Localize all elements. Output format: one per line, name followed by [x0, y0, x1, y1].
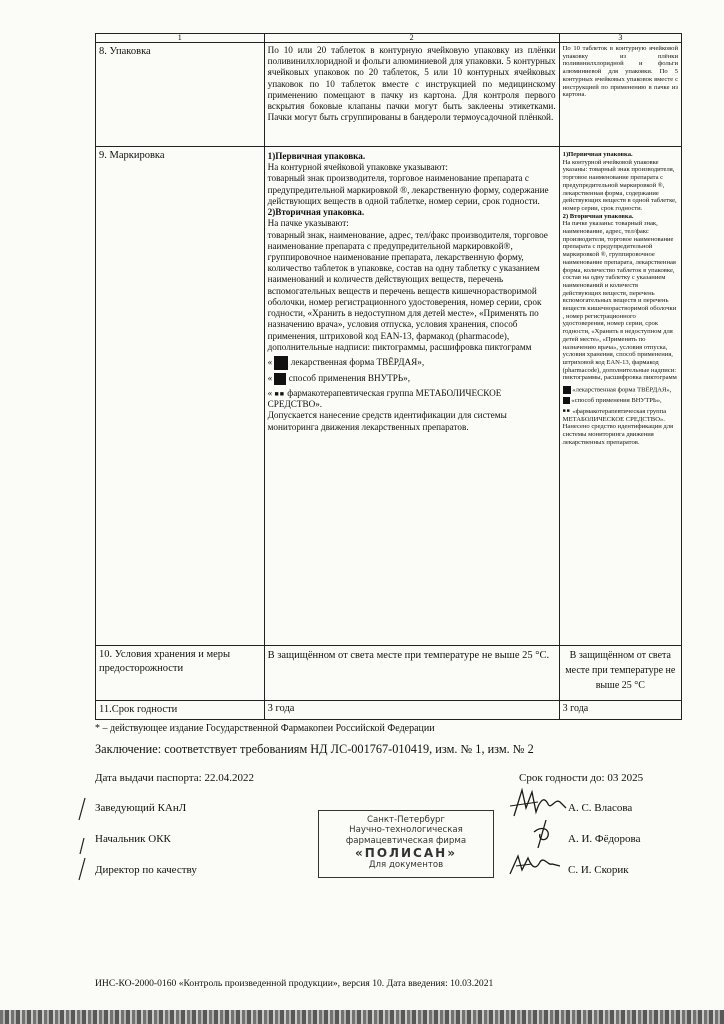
signatory-name-3: С. И. Скорик — [568, 864, 629, 876]
shelf-life-spec: 3 года — [264, 701, 559, 720]
storage-label: 10. Условия хранения и меры предосторожности — [96, 646, 265, 701]
table-row-shelf-life — [96, 701, 682, 720]
metabolic-group-pictogram-icon: ■■ — [274, 389, 285, 398]
specification-table — [95, 33, 682, 720]
spec-primary-title: 1)Первичная упаковка. — [267, 151, 366, 161]
stamp-purpose: Для документов — [368, 860, 444, 871]
oral-route-pictogram-icon — [274, 373, 286, 385]
issue-date: Дата выдачи паспорта: 22.04.2022 — [95, 772, 254, 784]
table-header-row — [96, 34, 682, 43]
spec-pictogram-1-text: лекарственная форма ТВЁРДАЯ», — [290, 357, 425, 368]
table-row-packaging — [96, 43, 682, 147]
spec-pictogram-3-quote: « — [267, 387, 273, 398]
scan-edge-strip — [0, 1010, 724, 1024]
result-marking-note: Нанесено средство идентификации для системы мониторинга движения лекарственных препаратов. — [562, 423, 674, 446]
spec-primary-intro: На контурной ячейковой упаковке указывают: — [267, 162, 448, 173]
result-pictogram-1-text: «лекарственная форма ТВЁРДАЯ», — [572, 386, 672, 394]
spec-secondary-intro: На пачке указывают: — [267, 218, 349, 229]
table-row-marking — [96, 147, 682, 646]
marking-spec — [264, 147, 559, 646]
spec-pictogram-1-quote: « — [267, 357, 273, 368]
signatory-title-3: Директор по качеству — [95, 864, 197, 876]
marking-result — [559, 147, 681, 646]
spec-marking-note: Допускается нанесение средств идентификации для системы мониторинга движения лекарственных препаратов. — [267, 410, 507, 432]
signatory-title-1: Заведующий КАнЛ — [95, 802, 187, 814]
spec-secondary-title: 2)Вторичная упаковка. — [267, 207, 365, 218]
shelf-life-label: 11.Срок годности — [96, 701, 265, 720]
result-solid-form-pictogram-icon — [563, 386, 571, 394]
shelf-life-result: 3 года — [559, 701, 681, 720]
document-footer: ИНС-КО-2000-0160 «Контроль произведенной продукции», версия 10. Дата введения: 10.03.2021 — [95, 978, 494, 989]
column-number-2: 2 — [264, 34, 559, 43]
stamp-line-2: Научно-технологическая — [349, 825, 463, 836]
spec-secondary-text: товарный знак, наименование, адрес, тел/факс производителя, торговое наименование препарата с предупредительной маркировкой®, группировочное наименование препарата, лекарственную форму, количество таблеток в упаковке, состав на одну таблетку с указанием наименований и количеств действующих веществ, перечень вспомогательных веществ и перечень веществ кишечнорастворимой оболочки, номер регистрационного удостоверения, номер серии, срок годности, «Хранить в недоступном для детей месте», «Применять по назначению врача», условия отпуска, условия хранения, способ применения, штриховой код EAN-13, фармакод (pharmacode), дополнительные надписи: пиктограммы, расшифровка пиктограмм — [267, 229, 548, 352]
result-secondary-text: На пачке указаны: товарный знак, наименование, адрес, тел/факс производителя, торговое наименование препарата с предупредительной маркировкой ®, группировочное наименование препарата, лекарственная форма, количество таблеток в упаковке, состав на одну таблетку с указанием наименований и количеств действующих веществ, перечень вспомогательных веществ и перечень веществ кишечнорастворимой оболочки , номер регистрационного удостоверения, номер серии, срок годности, «Хранить в недоступном для детей месте», «Применять по назначению врача», условия отпуска, условия хранения, способ применения, штриховой код EAN-13, фармакод (pharmacode), дополнительные надписи: пиктограммы, расшифровка пиктограмм — [562, 220, 677, 382]
stamp-company-name: «ПОЛИСАН» — [355, 845, 457, 860]
signatory-name-1: А. С. Власова — [568, 802, 633, 814]
spec-pictogram-2-text: способ применения ВНУТРЬ», — [288, 373, 411, 384]
result-oral-route-pictogram-icon — [563, 397, 570, 404]
column-number-3: 3 — [559, 34, 681, 43]
signature-fedorova-icon — [528, 818, 562, 852]
storage-spec: В защищённом от света месте при температуре не выше 25 °С. — [264, 646, 559, 701]
storage-result: В защищённом от света месте при температуре не выше 25 °С — [559, 646, 681, 701]
result-metabolic-group-pictogram-icon: ■■ — [562, 408, 571, 414]
packaging-spec: По 10 или 20 таблеток в контурную ячейковую упаковку из плёнки поливинилхлоридной и фольги алюминиевой для упаковки. 5 контурных ячейковых упаковок по 20 таблеток, 5 или 10 контурных ячейковых упаковок по 10 таблеток вместе с инструкцией по медицинскому применению помещают в пачку из картона. Для контроля первого вскрытия боковые клапаны пачки могут быть заклеены этикетками. Пачки могут быть сгруппированы в бандероли термоусадочной плёнкой. — [264, 43, 559, 147]
margin-mark-icon — [76, 796, 88, 882]
packaging-result: По 10 таблеток в контурную ячейковой упаковку из плёнки поливинилхлоридной и фольги алюминиевой для упаковки. По 5 контурных ячейковых упаковок вместе с инструкцией по применению в пачке из картона. — [559, 43, 681, 147]
spec-pictogram-3-text: фармакотерапевтическая группа МЕТАБОЛИЧЕСКОЕ СРЕДСТВО». — [267, 387, 502, 410]
stamp-line-3: фармацевтическая фирма — [345, 835, 467, 846]
result-secondary-title: 2) Вторичная упаковка. — [562, 212, 634, 220]
result-primary-title: 1)Первичная упаковка. — [562, 151, 633, 158]
signatory-title-2: Начальник ОКК — [95, 833, 171, 845]
result-pictogram-2-text: «способ применения ВНУТРЬ», — [571, 397, 662, 405]
spec-primary-text: товарный знак производителя, торговое наименование препарата с предупредительной маркировкой ®, лекарственную форму, содержание действующих веществ в одной таблетке, номер серии, срок годности. — [267, 173, 549, 206]
stamp-city: Санкт-Петербург — [366, 815, 446, 825]
spec-pictogram-2-quote: « — [267, 373, 273, 384]
result-pictogram-3-text: «фармакотерапевтическая группа МЕТАБОЛИЧЕСКОЕ СРЕДСТВО». — [562, 408, 667, 423]
expiry-date: Срок годности до: 03 2025 — [519, 772, 644, 784]
conclusion: Заключение: соответствует требованиям НД ЛС-001767-010419, изм. № 1, изм. № 2 — [95, 742, 534, 756]
signature-vlasova-icon — [508, 786, 570, 820]
table-row-storage — [96, 646, 682, 701]
pharmacopoeia-footnote: * – действующее издание Государственной Фармакопеи Российской Федерации — [95, 723, 435, 734]
packaging-label: 8. Упаковка — [96, 43, 265, 147]
solid-form-pictogram-icon — [274, 356, 288, 370]
signature-skorik-icon — [506, 848, 564, 878]
marking-label: 9. Маркировка — [96, 147, 265, 646]
column-number-1: 1 — [96, 34, 265, 43]
company-stamp — [318, 810, 494, 878]
result-primary-text: На контурной ячейковой упаковке указаны: товарный знак производителя, торговое наименование препарата с предупредительной маркировкой ®, лекарственная форма, содержание действующих веществ в одной таблетке, номер серии, срок годности. — [562, 158, 677, 212]
signatory-name-2: А. И. Фёдорова — [568, 833, 641, 845]
